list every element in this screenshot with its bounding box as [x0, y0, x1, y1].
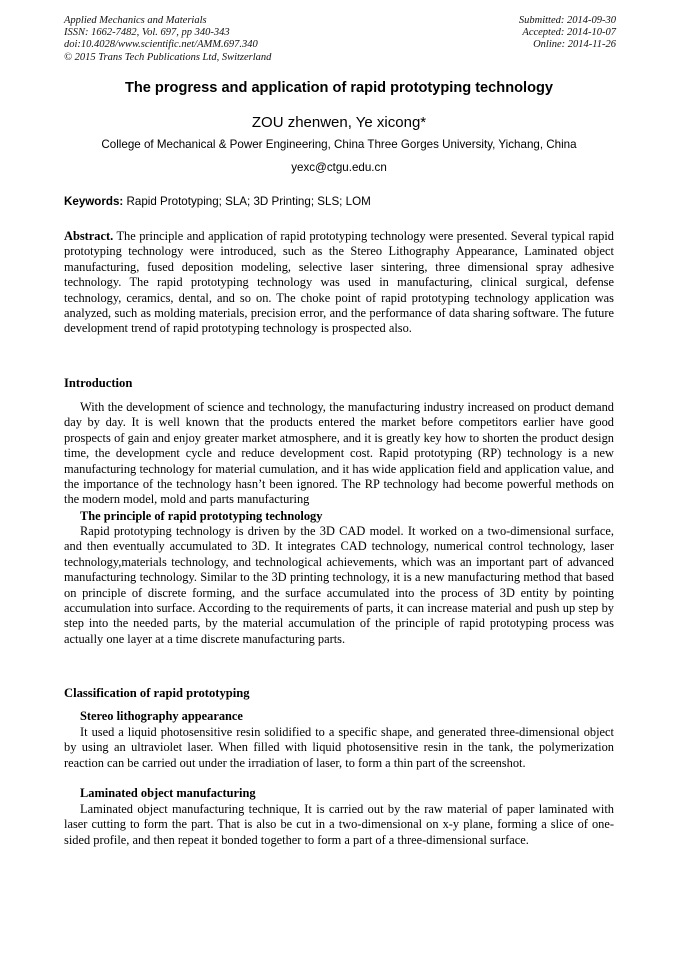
sla-paragraph: It used a liquid photosensitive resin solidified to a specific shape, and generated three-dimensional object by using an ultraviolet laser. When filled with liquid photosensitive resin in the tank, the polymerization reaction can be carried out under the irradiation of laser, to form a thin part of the screenshot. — [64, 725, 614, 770]
journal-copyright: © 2015 Trans Tech Publications Ltd, Switzerland — [64, 51, 272, 63]
journal-issn: ISSN: 1662-7482, Vol. 697, pp 340-343 — [64, 27, 230, 39]
journal-header-left — [64, 15, 271, 64]
author-email: yexc@ctgu.edu.cn — [291, 161, 387, 174]
submitted-date: Submitted: 2014-09-30 — [518, 15, 616, 26]
principle-heading: The principle of rapid prototyping technology — [80, 509, 323, 523]
journal-doi: doi:10.4028/www.scientific.net/AMM.697.340 — [64, 39, 258, 51]
paper-authors: ZOU zhenwen, Ye xicong* — [251, 114, 427, 131]
author-affiliation: College of Mechanical & Power Engineering, China Three Gorges University, Yichang, China — [101, 138, 577, 151]
sla-heading: Stereo lithography appearance — [80, 709, 243, 723]
lom-heading: Laminated object manufacturing — [80, 786, 256, 800]
introduction-heading: Introduction — [64, 376, 133, 390]
keywords — [64, 194, 371, 209]
classification-heading: Classification of rapid prototyping — [64, 686, 250, 700]
journal-name: Applied Mechanics and Materials — [64, 15, 207, 26]
journal-header-right — [519, 15, 616, 52]
abstract-label: Abstract. — [64, 229, 114, 243]
keywords-text: Rapid Prototyping; SLA; 3D Printing; SLS; LOM — [126, 195, 371, 208]
keywords-label: Keywords: — [64, 195, 124, 208]
paper-title: The progress and application of rapid prototyping technology — [124, 80, 554, 96]
lom-paragraph: Laminated object manufacturing technique, It is carried out by the raw material of paper laminated with laser cutting to form the part. That is also be cut in a two-dimensional on x-y plane, forming a slice of one-sided profile, and then repeat it bonded together to form a part of a three-dimensional surface. — [64, 802, 614, 847]
principle-paragraph: Rapid prototyping technology is driven by the 3D CAD model. It worked on a two-dimensional surface, and then eventually accumulated to 3D. It integrates CAD technology, numerical control technology, laser technology,materials technology, and technological achievements, which was an important part of advanced manufacturing technology. Similar to the 3D printing technology, it is a new manufacturing method that based on principle of discrete forming, and the surface accumulated into the process of 3D entity by pointing accumulation into surface. According to the requirements of parts, it can increase material and push up step by step into the needed parts, by the material accumulation of the principle of rapid prototyping process was actually one layer at a time discrete manufacturing parts. — [64, 524, 614, 646]
introduction-paragraph: With the development of science and technology, the manufacturing industry increased on product demand day by day. It is well known that the products entered the market before competitors earlier have good prospects of gain and enjoy greater market atmosphere, and it is greatly key how to shorten the product design time, the development cycle and reduce development cost. Rapid prototyping (RP) technology is a new manufacturing technology for material cumulation, and it has wide application field and application value, and the importance of the technology hasn’t been ignored. The RP technology had become powerful methods on the modern model, mold and parts manufacturing — [64, 400, 614, 507]
online-date: Online: 2014-11-26 — [533, 39, 616, 51]
accepted-date: Accepted: 2014-10-07 — [522, 27, 616, 39]
abstract — [64, 229, 614, 337]
abstract-text: The principle and application of rapid prototyping technology were presented. Several typical rapid prototyping technology were introduced, such as the Stereo Lithography Appearance, Laminated object manufacturing, fused deposition modeling, selective laser sintering, three dimensional spray adhesive technology. The rapid prototyping technology was used in manufacturing, clinical surgical, defense technology, ceramics, dental, and so on. The choke point of rapid prototyping technology application was analyzed, such as molding materials, precision error, and the performance of data sharing software. The future development trend of rapid prototyping technology is prospected also. — [64, 229, 614, 336]
